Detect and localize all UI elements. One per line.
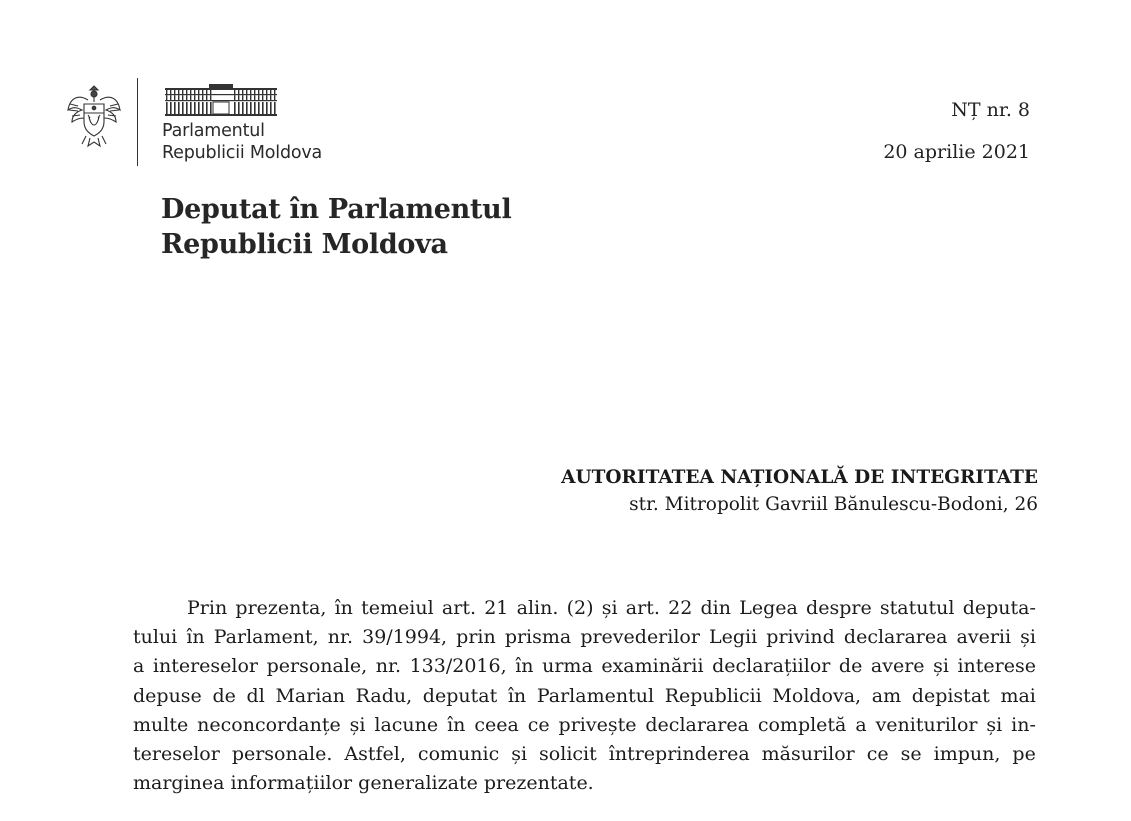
body-word: depuse — [133, 684, 202, 707]
body-word: pe — [1012, 743, 1036, 766]
body-word: Parlament, — [213, 626, 319, 649]
body-word: completă — [757, 713, 847, 736]
body-word: averii — [956, 626, 1012, 649]
body-word: multe — [133, 713, 189, 736]
document-meta — [883, 98, 1030, 164]
body-word: (2) — [566, 597, 594, 619]
body-line — [133, 652, 1036, 681]
recipient-name: AUTORITATEA NAȚIONALĂ DE INTEGRITATE — [561, 467, 1038, 488]
body-word: alin. — [516, 597, 559, 619]
body-word: urma — [542, 655, 593, 678]
body-word: ce — [866, 743, 889, 766]
body-word: art. — [625, 597, 660, 619]
body-word: măsurilor — [761, 743, 855, 766]
body-word: am — [871, 684, 902, 707]
body-line — [133, 711, 1036, 740]
body-word: în — [186, 626, 205, 649]
body-word: Astfel, — [344, 743, 406, 766]
body-word: temeiul — [361, 597, 434, 619]
body-word: se — [900, 743, 922, 766]
body-word: examinării — [601, 655, 704, 678]
body-word: Prin — [187, 597, 228, 619]
body-word: în — [334, 597, 353, 619]
body-word: prevederilor — [580, 626, 700, 649]
body-word: 133/2016, — [409, 655, 507, 678]
body-line — [133, 623, 1036, 652]
body-word: a — [855, 713, 867, 736]
body-word: solicit — [539, 743, 597, 766]
body-word: avere — [870, 655, 925, 678]
body-word: comunic — [417, 743, 500, 766]
body-word: deputat — [422, 684, 498, 707]
body-word: și — [933, 655, 949, 678]
org-name-line-1: Parlamentul — [162, 121, 265, 141]
body-word: și — [1020, 626, 1036, 649]
body-word: tului — [133, 626, 178, 649]
body-word: 22 — [668, 597, 693, 619]
body-word: nr. — [375, 655, 402, 678]
body-word: Radu, — [355, 684, 413, 707]
body-word: întreprinderea — [608, 743, 750, 766]
body-word: deputa- — [962, 597, 1036, 619]
body-word: dl — [246, 684, 265, 707]
recipient-address: str. Mitropolit Gavriil Bănulescu-Bodoni, 26 — [629, 494, 1038, 515]
document-number: NȚ nr. 8 — [951, 99, 1030, 121]
body-word: privind — [766, 626, 835, 649]
body-word: prezenta, — [235, 597, 327, 619]
body-word: tereselor — [133, 743, 220, 766]
body-word: Parlamentul — [536, 684, 655, 707]
body-word: declararea — [843, 626, 948, 649]
sender-title — [161, 192, 511, 262]
body-word: declararea — [645, 713, 749, 736]
body-word: de — [838, 655, 863, 678]
body-word: de — [212, 684, 236, 707]
body-line — [133, 740, 1036, 769]
body-line — [133, 682, 1036, 711]
body-word: prisma — [504, 626, 572, 649]
sender-title-line-1: Deputat în Parlamentul — [161, 194, 512, 225]
body-word: Legii — [709, 626, 758, 649]
body-word: privește — [558, 713, 637, 736]
body-word: veniturilor — [875, 713, 978, 736]
body-word: Republicii — [664, 684, 762, 707]
body-word: și — [349, 713, 366, 736]
body-word: nr. — [327, 626, 354, 649]
body-word: în — [515, 655, 534, 678]
body-word: personale, — [266, 655, 368, 678]
body-word: și — [601, 597, 618, 619]
organization-name — [162, 120, 322, 164]
body-word: ce — [527, 713, 550, 736]
header-divider — [137, 78, 138, 166]
body-word: ceea — [474, 713, 519, 736]
body-word: Marian — [275, 684, 345, 707]
body-word: Moldova, — [772, 684, 862, 707]
body-word: in- — [1011, 713, 1036, 736]
body-paragraph — [133, 594, 1036, 798]
org-name-line-2: Republicii Moldova — [162, 143, 323, 163]
document-date: 20 aprilie 2021 — [883, 141, 1030, 163]
recipient-block — [561, 465, 1038, 519]
body-word: în — [447, 713, 466, 736]
parliament-building-icon — [163, 82, 279, 116]
body-word: și — [511, 743, 528, 766]
body-word: art. — [441, 597, 476, 619]
body-word: și — [986, 713, 1003, 736]
body-line — [133, 594, 1036, 623]
body-word: neconcordanțe — [197, 713, 341, 736]
body-word: a — [133, 655, 145, 678]
body-line: marginea informațiilor generalizate prezentate. — [133, 772, 594, 795]
body-word: declarațiilor — [712, 655, 831, 678]
body-word: depistat — [911, 684, 990, 707]
body-word: impun, — [933, 743, 1001, 766]
body-word: mai — [1000, 684, 1036, 707]
body-word: din — [700, 597, 731, 619]
body-word: prin — [456, 626, 496, 649]
body-word: personale. — [231, 743, 333, 766]
body-word: intereselor — [152, 655, 259, 678]
body-word: în — [507, 684, 527, 707]
sender-title-line-2: Republicii Moldova — [161, 229, 448, 260]
body-word: statutul — [879, 597, 955, 619]
body-word: 21 — [484, 597, 509, 619]
body-word: despre — [806, 597, 872, 619]
coat-of-arms-icon — [64, 84, 124, 148]
body-word: lacune — [374, 713, 439, 736]
body-word: interese — [957, 655, 1036, 678]
body-word: Legea — [739, 597, 798, 619]
body-word: 39/1994, — [362, 626, 448, 649]
